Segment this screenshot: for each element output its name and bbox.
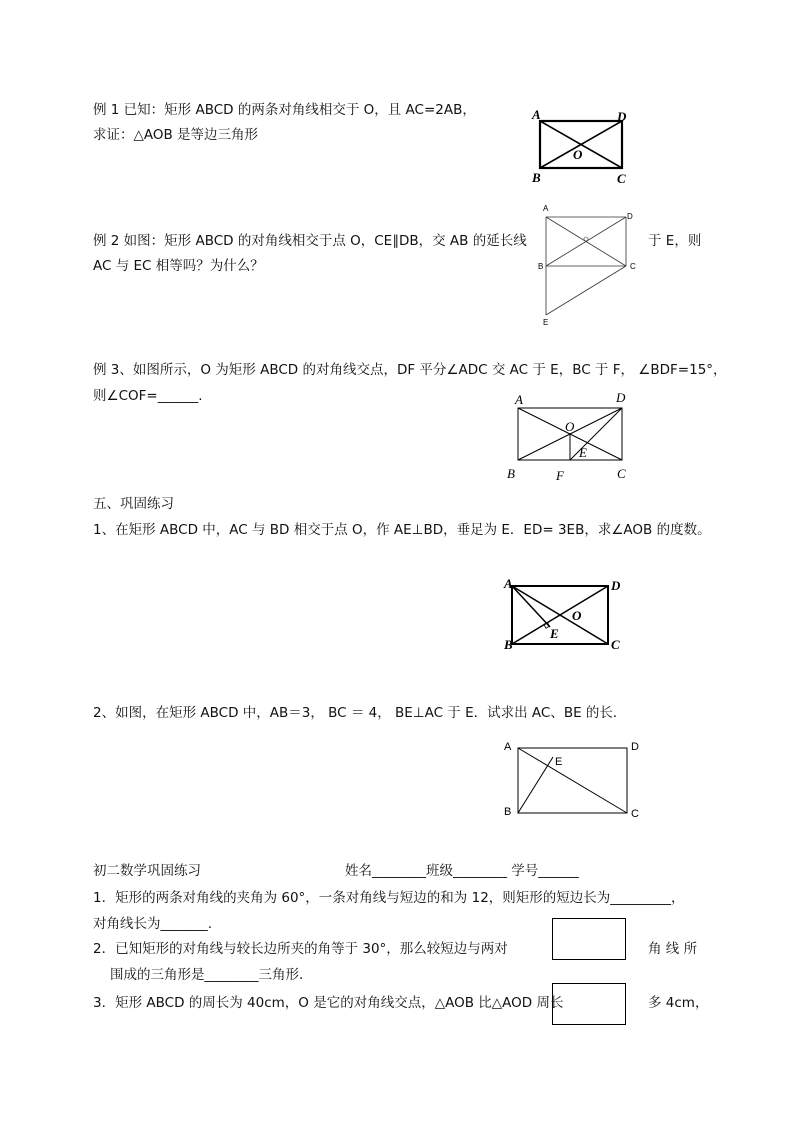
ex1-label-c: C: [617, 171, 626, 186]
section5-heading: 五、巩固练习: [93, 496, 174, 512]
ex2-line2: AC 与 EC 相等吗？为什么？: [93, 258, 264, 274]
p3-blank-box: [552, 983, 626, 1025]
q1-label-c: C: [611, 637, 620, 652]
q1-label-o: O: [572, 608, 582, 623]
ex2-line1-tail: 于 E，则: [648, 233, 702, 249]
ex2-line1: 例 2 如图：矩形 ABCD 的对角线相交于点 O，CE∥DB，交 AB 的延长线: [93, 233, 527, 249]
q1-figure: [500, 574, 630, 658]
ex2-label-a: A: [543, 204, 549, 213]
ex1-label-b: B: [532, 170, 541, 185]
q2-text: 2、如图，在矩形 ABCD 中，AB＝3， BC ＝ 4， BE⊥AC 于 E．试求出 AC、BE 的长．: [93, 705, 627, 721]
q2-label-e: E: [555, 756, 563, 768]
ex1-line2: 求证：△AOB 是等边三角形: [93, 127, 259, 143]
ex3-label-e: E: [579, 445, 587, 460]
p1-line2: 对角线长为_______.: [93, 916, 213, 932]
ex1-label-o: O: [573, 147, 583, 162]
ex2-label-d: D: [627, 212, 633, 221]
ex2-label-e: E: [543, 318, 549, 327]
p3-line1: 3．矩形 ABCD 的周长为 40cm，O 是它的对角线交点，△AOB 比△AOD 周长: [93, 995, 564, 1011]
practice-name-field: 姓名________班级________ 学号______: [345, 863, 579, 879]
p2-line1: 2．已知矩形的对角线与较长边所夹的角等于 30°，那么较短边与两对: [93, 941, 508, 957]
ex1-figure: [528, 108, 638, 188]
p2-line1-tail: 角 线 所: [648, 941, 698, 957]
q2-label-a: A: [504, 741, 512, 753]
ex3-label-b: B: [507, 466, 515, 481]
p3-line1-tail: 多 4cm，: [648, 995, 709, 1011]
q1-text: 1、在矩形 ABCD 中，AC 与 BD 相交于点 O，作 AE⊥BD，垂足为 E．ED= 3EB，求∠AOB 的度数。: [93, 522, 711, 538]
ex3-label-f: F: [556, 468, 564, 483]
ex3-figure: [504, 390, 634, 486]
q1-label-e: E: [550, 626, 559, 641]
q1-label-a: A: [504, 576, 513, 591]
q1-label-b: B: [504, 637, 513, 652]
q2-label-b: B: [504, 806, 512, 818]
ex3-label-a: A: [515, 392, 523, 407]
ex2-label-c: C: [630, 262, 636, 271]
ex1-line1: 例 1 已知：矩形 ABCD 的两条对角线相交于 O，且 AC=2AB，: [93, 102, 476, 118]
ex1-label-d: D: [617, 109, 627, 124]
ex1-label-a: A: [532, 107, 541, 122]
p2-blank-box: [552, 918, 626, 960]
ex3-label-c: C: [617, 466, 626, 481]
q2-figure: [500, 736, 650, 826]
p1-line1: 1．矩形的两条对角线的夹角为 60°，一条对角线与短边的和为 12，则矩形的短边长为_________，: [93, 890, 685, 906]
ex2-label-b: B: [538, 262, 544, 271]
q2-label-c: C: [631, 808, 639, 820]
q1-label-d: D: [611, 578, 621, 593]
q2-label-d: D: [631, 741, 639, 753]
p2-line2: 围成的三角形是________三角形.: [110, 967, 304, 983]
practice-title: 初二数学巩固练习: [93, 863, 201, 879]
ex3-label-d: D: [616, 390, 626, 405]
ex3-line2: 则∠COF=______.: [93, 388, 203, 404]
ex3-line1: 例 3、如图所示，O 为矩形 ABCD 的对角线交点，DF 平分∠ADC 交 AC 于 E，BC 于 F， ∠BDF=15°，: [93, 362, 727, 378]
ex3-label-o: O: [565, 419, 575, 434]
ex2-figure: [536, 202, 646, 328]
